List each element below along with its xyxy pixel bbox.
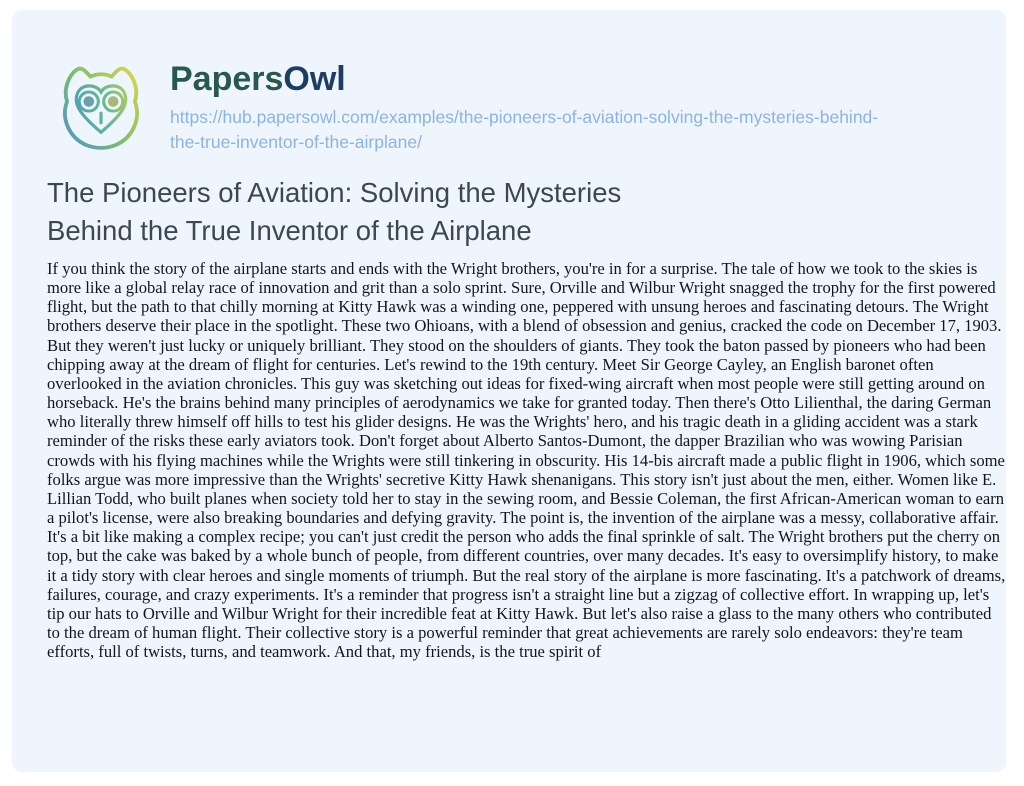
page-url-link[interactable] (170, 105, 878, 155)
essay-body-text: If you think the story of the airplane starts and ends with the Wright brothers, you're in for a surprise. The tale of how we took to the skies is more like a global relay race of innovation and grit than a solo sprint. Sure, Orville and Wilbur Wright snagged the trophy for the first powered flight, but the path to that chilly morning at Kitty Hawk was a winding one, peppered with unsung heroes and fascinating detours. The Wright brothers deserve their place in the spotlight. These two Ohioans, with a blend of obsession and genius, cracked the code on December 17, 1903. But they weren't just lucky or uniquely brilliant. They stood on the shoulders of giants. They took the baton passed by pioneers who had been chipping away at the dream of flight for centuries. Let's rewind to the 19th century. Meet Sir George Cayley, an English baronet often overlooked in the aviation chronicles. This guy was sketching out ideas for fixed-wing aircraft when most people were still getting around on horseback. He's the brains behind many principles of aerodynamics we take for granted today. Then there's Otto Lilienthal, the daring German who literally threw himself off hills to test his glider designs. He was the Wrights' hero, and his tragic death in a gliding accident was a stark reminder of the risks these early aviators took. Don't forget about Alberto Santos-Dumont, the dapper Brazilian who was wowing Parisian crowds with his flying machines while the Wrights were still tinkering in obscurity. His 14-bis aircraft made a public flight in 1906, which some folks argue was more impressive than the Wrights' secretive Kitty Hawk shenanigans. This story isn't just about the men, either. Women like E. Lillian Todd, who built planes when society told her to stay in the sewing room, and Bessie Coleman, the first African-American woman to earn a pilot's license, were also breaking boundaries and defying gravity. The point is, the invention of the airplane was a messy, collaborative affair. It's a bit like making a complex recipe; you can't just credit the person who adds the final sprinkle of salt. The Wright brothers put the cherry on top, but the cake was baked by a whole bunch of people, from different countries, over many decades. It's easy to oversimplify history, to make it a tidy story with clear heroes and single moments of triumph. But the real story of the airplane is more fascinating. It's a patchwork of dreams, failures, courage, and crazy experiments. It's a reminder that progress isn't a straight line but a zigzag of collective effort. In wrapping up, let's tip our hats to Orville and Wilbur Wright for their incredible feat at Kitty Hawk. But let's also raise a glass to the many others who contributed to the dream of human flight. Their collective story is a powerful reminder that great achievements are rarely solo endeavors: they're team efforts, full of twists, turns, and teamwork. And that, my friends, is the true spirit of (47, 259, 1006, 662)
page-url-line-2: the-true-inventor-of-the-airplane/ (170, 132, 422, 152)
essay-title (47, 174, 621, 250)
brand-name-papers: Papers (170, 60, 284, 98)
essay-title-line-2: Behind the True Inventor of the Airplane (47, 215, 532, 246)
essay-title-line-1: The Pioneers of Aviation: Solving the Mysteries (47, 177, 622, 208)
owl-icon (48, 56, 154, 164)
brand-name-owl: Owl (283, 60, 346, 98)
page-url-line-1: https://hub.papersowl.com/examples/the-pioneers-of-aviation-solving-the-mysteries-behind- (170, 107, 879, 127)
brand-name (170, 60, 346, 99)
papersowl-logo[interactable] (48, 56, 154, 164)
